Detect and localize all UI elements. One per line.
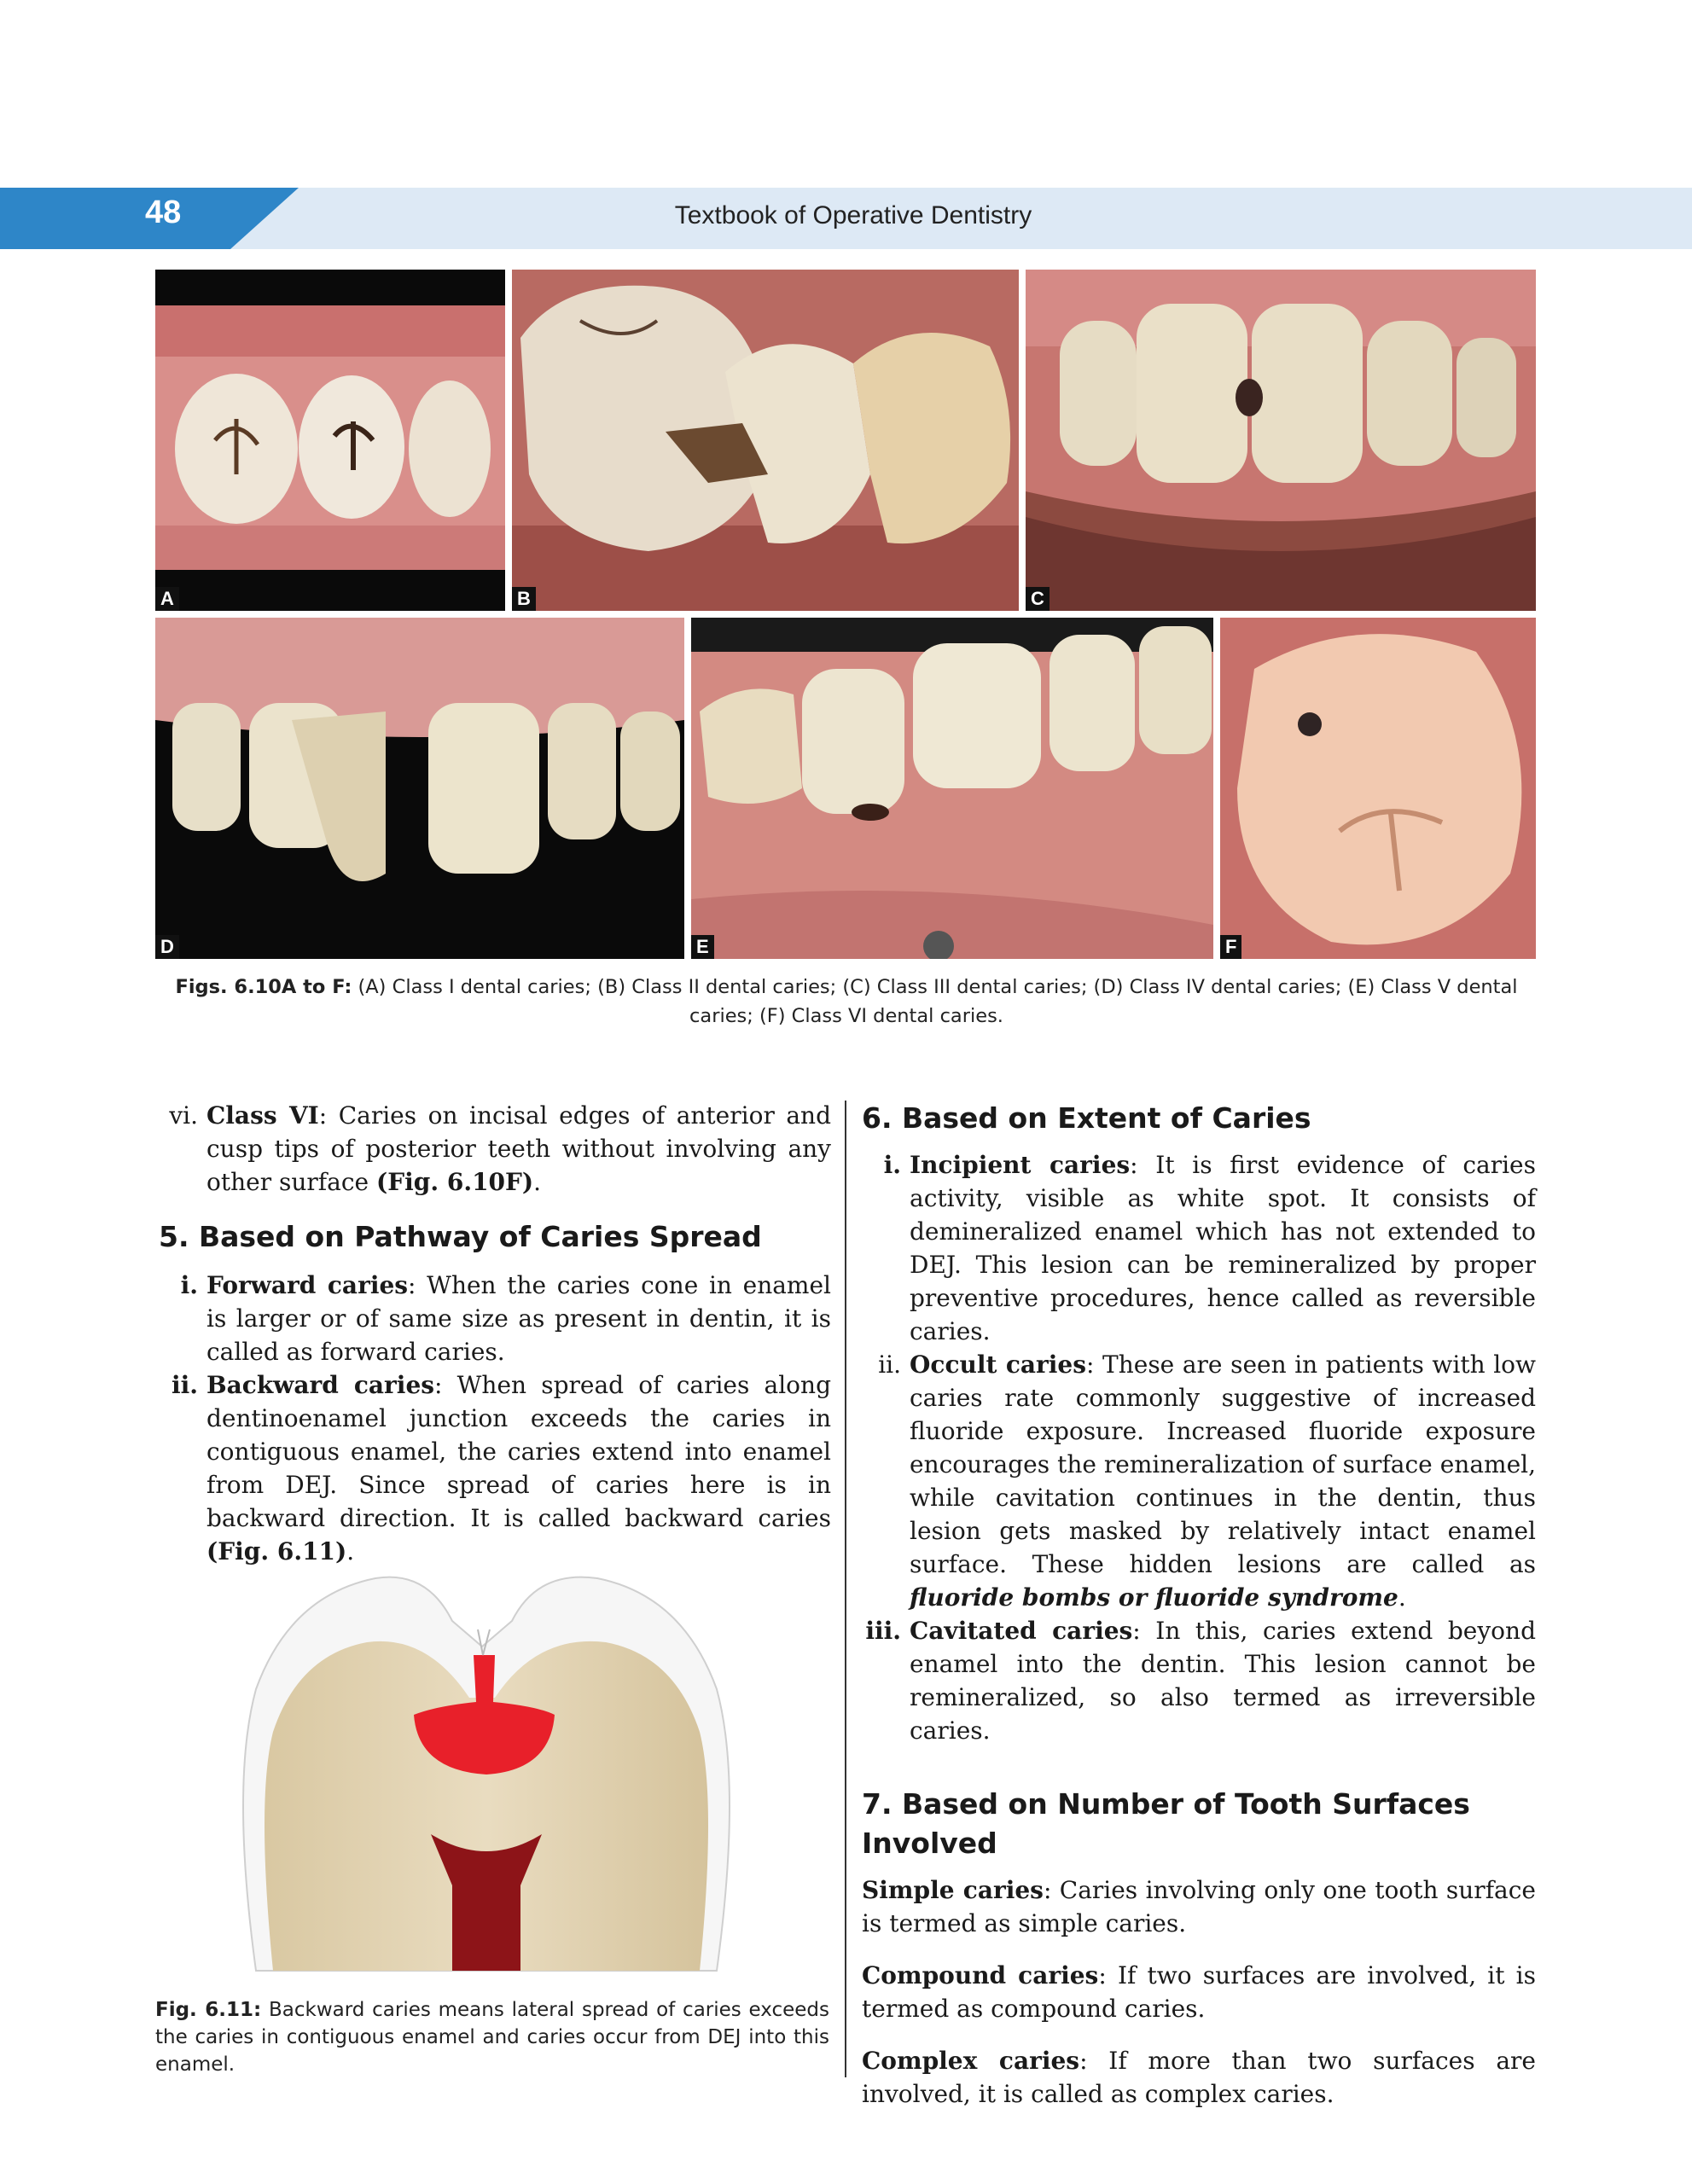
- item-end: .: [346, 1537, 355, 1565]
- term: Cavitated caries: [910, 1617, 1133, 1645]
- list-marker: i.: [883, 1151, 901, 1179]
- term: Complex caries: [862, 2047, 1080, 2075]
- column-divider: [845, 1101, 846, 2077]
- running-title: Textbook of Operative Dentistry: [674, 201, 1032, 229]
- item-text: : It is first evidence of caries activity, visible as white spot. It consists of demineralized enamel which has not extended to DEJ. This lesion can be remineralized by proper preventive procedures, hence called as reversible caries.: [910, 1151, 1536, 1345]
- item-end: .: [1398, 1583, 1406, 1612]
- para-text: : Caries involving only one tooth surface is termed as simple caries.: [862, 1876, 1537, 1937]
- panel-label: D: [155, 935, 179, 959]
- item-text: : In this, caries extend beyond enamel into the dentin. This lesion cannot be remineralized, so also termed as irreversible caries.: [910, 1617, 1536, 1745]
- figure-panel-e: [691, 618, 1213, 959]
- class-iii-caries-photo: [1026, 270, 1536, 611]
- header-corner-shape: [230, 188, 299, 249]
- figure-panel-d: [155, 618, 684, 959]
- figure-caption-text: (A) Class I dental caries; (B) Class II dental caries; (C) Class III dental caries; (D) Class IV dental caries; (E) Class V dental caries; (F) Class VI dental caries.: [352, 976, 1518, 1027]
- figure-panel-f: [1220, 618, 1536, 959]
- para-text: : If more than two surfaces are involved, it is called as complex caries.: [862, 2047, 1537, 2108]
- item-text: : When the caries cone in enamel is larger or of same size as present in dentin, it is called as forward caries.: [206, 1271, 831, 1366]
- list-marker: iii.: [865, 1617, 901, 1645]
- figure-reference: (Fig. 6.11): [206, 1537, 347, 1565]
- class-ii-caries-photo: [512, 270, 1019, 611]
- list-item: [159, 1269, 831, 1368]
- figure-reference: (Fig. 6.10F): [376, 1168, 534, 1196]
- term: Simple caries: [862, 1876, 1044, 1904]
- list-item: [862, 1348, 1536, 1614]
- paragraph: [862, 2044, 1536, 2111]
- term: Backward caries: [206, 1371, 435, 1399]
- section-6-heading: 6. Based on Extent of Caries: [862, 1101, 1311, 1135]
- section-5-heading: 5. Based on Pathway of Caries Spread: [159, 1220, 762, 1253]
- term: Compound caries: [862, 1961, 1099, 1989]
- class-iv-caries-photo: [155, 618, 684, 959]
- figure-panel-a: [155, 270, 505, 611]
- term: Occult caries: [910, 1350, 1087, 1379]
- panel-label: E: [691, 935, 714, 959]
- panel-label: C: [1026, 587, 1050, 611]
- list-marker: ii.: [171, 1371, 198, 1399]
- list-item: [862, 1148, 1536, 1348]
- item-end: .: [533, 1168, 542, 1196]
- page-number: 48: [145, 195, 182, 230]
- panel-label: F: [1220, 935, 1241, 959]
- class-i-caries-photo: [155, 270, 505, 611]
- list-item: [862, 1614, 1536, 1747]
- panel-label: B: [512, 587, 536, 611]
- panel-label: A: [155, 587, 179, 611]
- paragraph: [862, 1959, 1536, 2025]
- figure-6-11-label: Fig. 6.11:: [155, 1999, 262, 2021]
- item-text: : Caries on incisal edges of anterior and cusp tips of posterior teeth without involving any other surface: [206, 1101, 831, 1196]
- left-column: [159, 1099, 831, 1568]
- para-text: : If two surfaces are involved, it is termed as compound caries.: [862, 1961, 1536, 2023]
- term: Incipient caries: [910, 1151, 1131, 1179]
- class-v-caries-photo: [691, 618, 1213, 959]
- section-7-heading: 7. Based on Number of Tooth Surfaces Involved: [862, 1787, 1470, 1860]
- figure-panel-c: [1026, 270, 1536, 611]
- term: Class VI: [206, 1101, 319, 1130]
- paragraph: [862, 1873, 1536, 1940]
- right-column: [862, 1099, 1536, 2111]
- term: Forward caries: [206, 1271, 409, 1299]
- figure-6-11-caption: [155, 1996, 829, 2078]
- page-number-box: [0, 188, 230, 249]
- item-text: : These are seen in patients with low caries rate commonly suggestive of increased fluoride exposure. Increased fluoride exposure encourages the remineralization of surface enamel, while cavitation continues in the dentin, thus lesion gets masked by relatively intact enamel surface. These hidden lesions are called as: [910, 1350, 1536, 1578]
- backward-caries-diagram: [222, 1561, 751, 1979]
- list-item: [159, 1368, 831, 1568]
- item-text: : When spread of caries along dentinoenamel junction exceeds the caries in contiguous enamel, the caries extend into enamel from DEJ. Since spread of caries here is in backward direction. It is called backward caries: [206, 1371, 831, 1532]
- list-marker: vi.: [169, 1101, 198, 1130]
- figure-panel-b: [512, 270, 1019, 611]
- figure-caption-label: Figs. 6.10A to F:: [175, 976, 352, 998]
- emphasis: fluoride bombs or fluoride syndrome: [910, 1583, 1398, 1612]
- class-vi-caries-photo: [1220, 618, 1536, 959]
- list-marker: i.: [180, 1271, 198, 1299]
- figure-caption: [155, 973, 1538, 1031]
- list-item-vi: [159, 1099, 831, 1199]
- list-marker: ii.: [878, 1350, 901, 1379]
- figure-6-11-text: Backward caries means lateral spread of caries exceeds the caries in contiguous enamel and caries occur from DEJ into this enamel.: [155, 1999, 830, 2076]
